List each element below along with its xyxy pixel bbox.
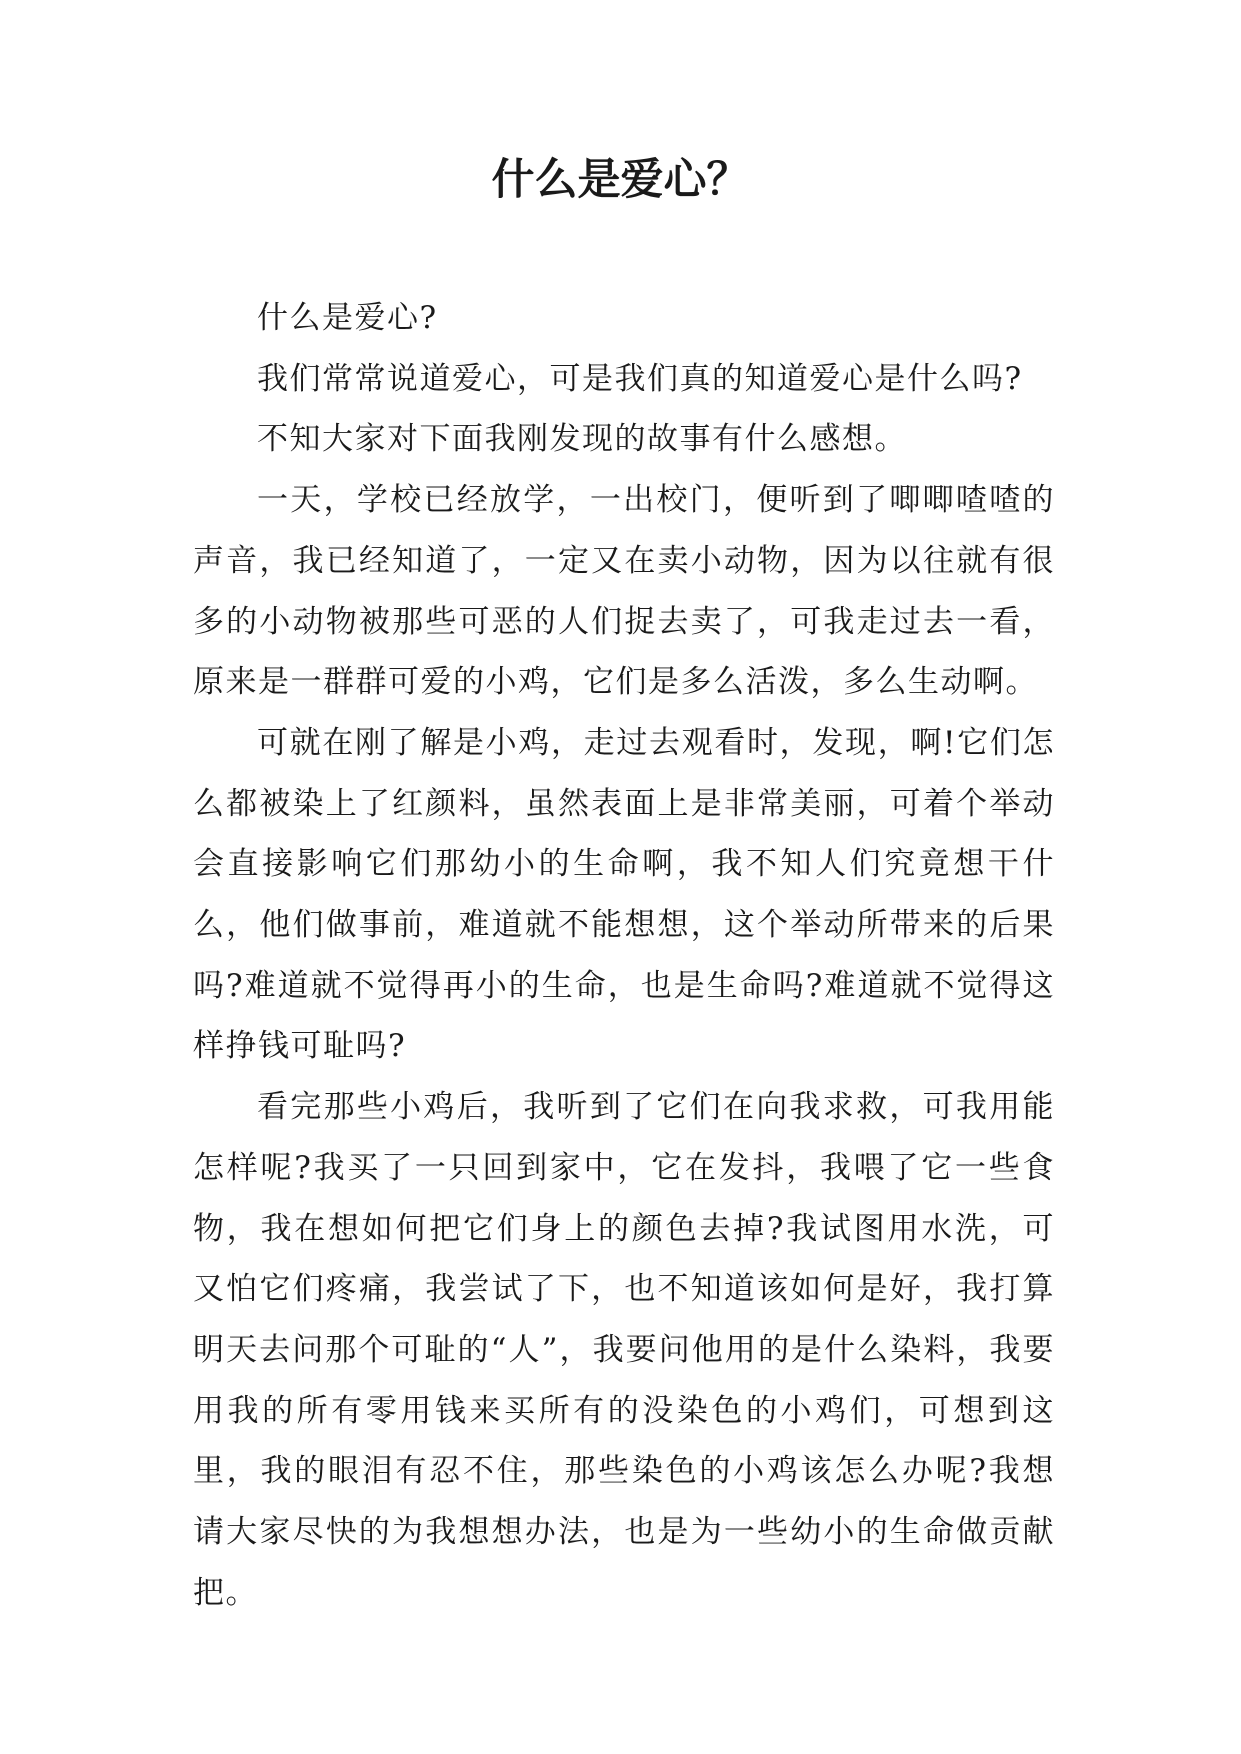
paragraph: 什么是爱心? [257, 300, 438, 336]
paragraph: 一天，学校已经放学，一出校门，便听到了唧唧喳喳的声音，我已经知道了，一定又在卖小动物，因为以往就有很多的小动物被那些可恶的人们捉去卖了，可我走过去一看，原来是一群群可爱的小鸡，它们是多么活泼，多么生动啊。 [193, 482, 1055, 701]
paragraph: 可就在刚了解是小鸡，走过去观看时，发现，啊!它们怎么都被染上了红颜料，虽然表面上是非常美丽，可着个举动会直接影响它们那幼小的生命啊，我不知人们究竟想干什么，他们做事前，难道就不能想想，这个举动所带来的后果吗?难道就不觉得再小的生命，也是生命吗?难道就不觉得这样挣钱可耻吗? [193, 724, 1055, 1065]
paragraph: 不知大家对下面我刚发现的故事有什么感想。 [257, 421, 907, 458]
paragraph: 我们常常说道爱心，可是我们真的知道爱心是什么吗? [257, 360, 1023, 397]
document-title: 什么是爱心？ [491, 155, 750, 205]
paragraph: 看完那些小鸡后，我听到了它们在向我求救，可我用能怎样呢?我买了一只回到家中，它在发抖，我喂了它一些食物，我在想如何把它们身上的颜色去掉?我试图用水洗，可又怕它们疼痛，我尝试了下，也不知道该如何是好，我打算明天去问那个可耻的“人”，我要问他用的是什么染料，我要用我的所有零用钱来买所有的没染色的小鸡们，可想到这里，我的眼泪有忍不住，那些染色的小鸡该怎么办呢?我想请大家尽快的为我想想办法，也是为一些幼小的生命做贡献把。 [193, 1089, 1055, 1611]
document-body [193, 288, 1055, 1623]
